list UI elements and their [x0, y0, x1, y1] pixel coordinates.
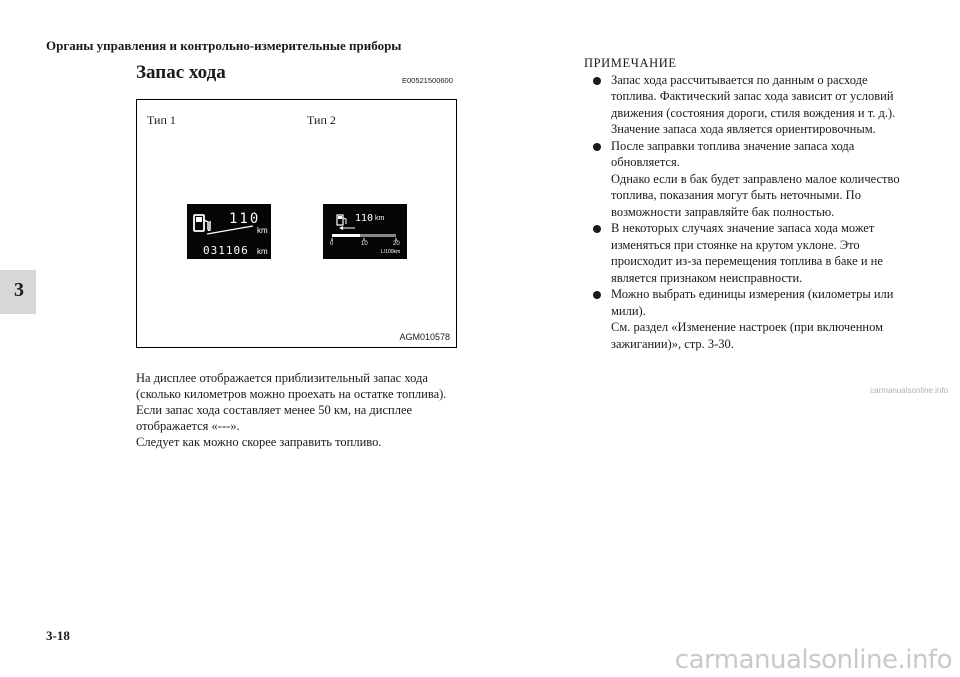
side-watermark: carmanualsonline.info: [870, 386, 948, 395]
type2-label: Тип 2: [307, 113, 336, 127]
scale-unit: L/100km: [381, 249, 401, 255]
figure-code: AGM010578: [399, 332, 450, 342]
note-line: Можно выбрать единицы измерения (километры или мили).: [611, 287, 894, 318]
page-number: 3-18: [46, 628, 70, 643]
body-text: [136, 370, 466, 450]
range-value: 110: [229, 211, 261, 227]
range-unit: km: [257, 226, 268, 235]
range-display-type1: [187, 204, 271, 259]
note-line: В некоторых случаях значение запаса хода может изменяться при стоянке на крутом уклоне. Это происходит из-за перемещения топлива в баке и не является признаком неисправности.: [611, 221, 883, 285]
range-display-type2: [323, 204, 407, 259]
note-line: Однако если в бак будет заправлено малое количество топлива, показания могут быть неточными. По возможности заправляйте бак полностью.: [611, 171, 900, 219]
note-block: [583, 55, 913, 352]
note-line: Запас хода рассчитывается по данным о расходе топлива. Фактический запас хода зависит от условий движения (состояния дороги, стиля вождения и т. д.). Значение запаса хода является ориентировочным.: [611, 72, 896, 136]
scale-0: 0: [330, 241, 334, 247]
odometer-unit: km: [257, 247, 268, 256]
scale-20: 20: [393, 241, 400, 247]
note-title: ПРИМЕЧАНИЕ: [584, 56, 677, 70]
fuel-pump-icon: [336, 213, 348, 226]
section-code: E00521500600: [402, 76, 453, 85]
body-paragraph: На дисплее отображается приблизительный запас хода (сколько километров можно проехать на остатке топлива). Если запас хода составляет менее 50 км, на дисплее отображается «---».: [136, 371, 447, 433]
range-value-2: 110: [355, 213, 374, 224]
note-item: [583, 286, 913, 352]
note-list: [583, 72, 913, 353]
scale-10: 10: [361, 241, 368, 247]
note-item: [583, 72, 913, 138]
running-header: Органы управления и контрольно-измерительные приборы: [46, 38, 402, 53]
site-watermark: carmanualsonline.info: [674, 645, 952, 675]
note-item: [583, 220, 913, 286]
chapter-tab: [0, 270, 36, 314]
bullet-icon: [593, 143, 601, 151]
odometer-value: 031106: [203, 244, 249, 257]
range-unit-2: km: [375, 215, 385, 222]
body-paragraph: Следует как можно скорее заправить топливо.: [136, 435, 382, 449]
note-item: [583, 138, 913, 221]
section-title: Запас хода: [136, 62, 226, 83]
note-line: См. раздел «Изменение настроек (при включенном зажигании)», стр. 3-30.: [611, 320, 883, 351]
bullet-icon: [593, 77, 601, 85]
type1-label: Тип 1: [147, 113, 176, 127]
note-line: После заправки топлива значение запаса хода обновляется.: [611, 138, 855, 169]
bullet-icon: [593, 225, 601, 233]
bullet-icon: [593, 291, 601, 299]
chapter-number: 3: [14, 279, 24, 301]
figure-box: [136, 99, 457, 348]
